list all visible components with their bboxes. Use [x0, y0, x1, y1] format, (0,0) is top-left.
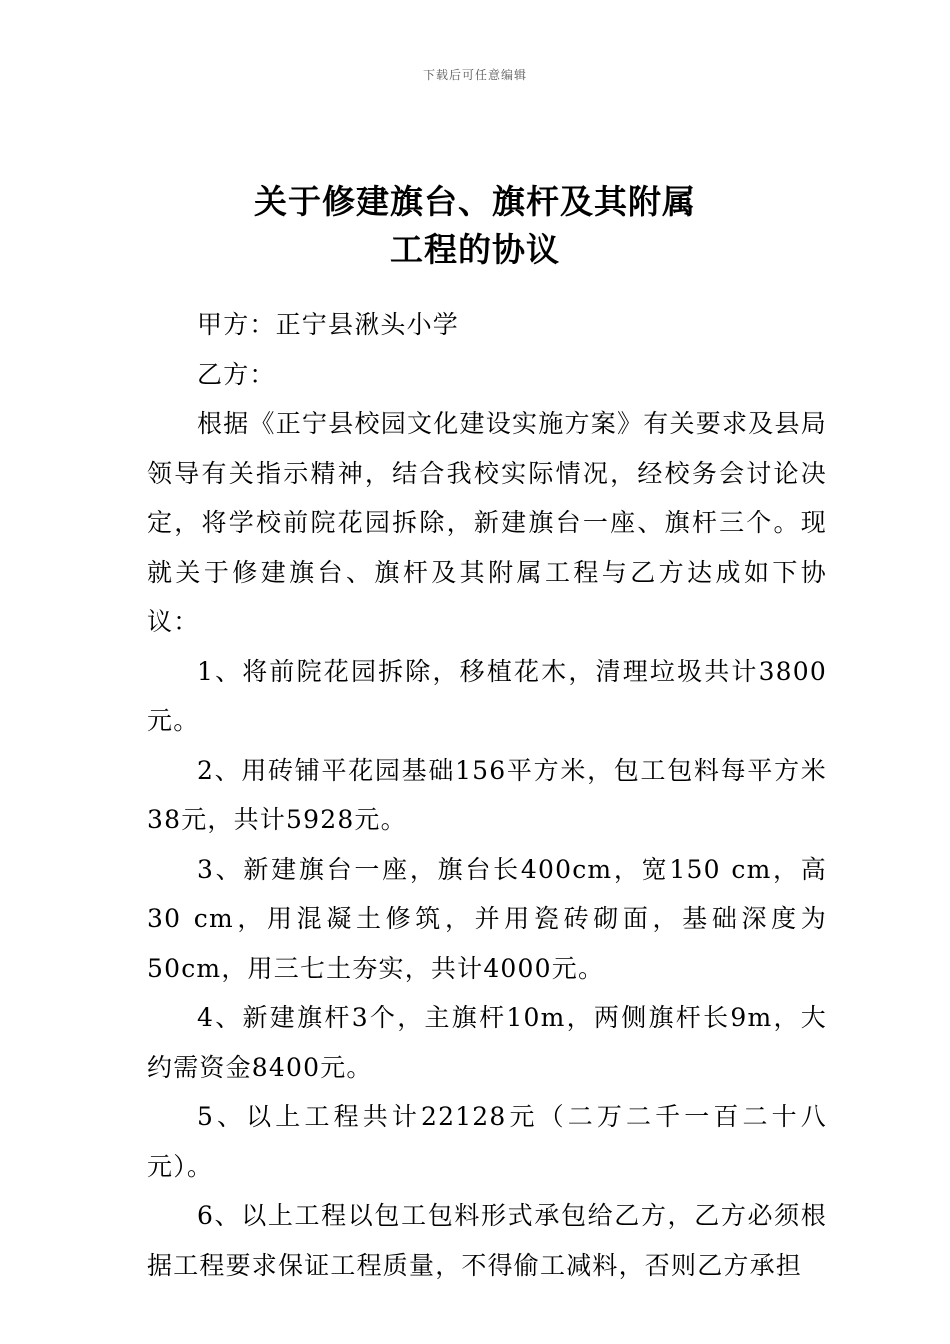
document-title [0, 178, 950, 274]
agreement-body [147, 300, 827, 1290]
paragraph-item-2: 2、用砖铺平花园基础156平方米，包工包料每平方米38元，共计5928元。 [147, 755, 827, 834]
header-note: 下载后可任意编辑 [422, 68, 527, 82]
paragraph-item-1: 1、将前院花园拆除，移植花木，清理垃圾共计3800元。 [147, 656, 827, 735]
title-line-1: 关于修建旗台、旗杆及其附属 [254, 182, 696, 221]
paragraph-item-4: 4、新建旗杆3个，主旗杆10m，两侧旗杆长9m，大约需资金8400元。 [147, 1003, 827, 1082]
paragraph-item-6: 6、以上工程以包工包料形式承包给乙方，乙方必须根据工程要求保证工程质量，不得偷工减料，否则乙方承担 [147, 1201, 827, 1280]
paragraph-item-3: 3、新建旗台一座，旗台长400cm，宽150 cm，高30 cm，用混凝土修筑，并用瓷砖砌面，基础深度为50cm，用三七土夯实，共计4000元。 [147, 854, 827, 983]
title-line-2: 工程的协议 [390, 230, 560, 269]
paragraph-intro: 根据《正宁县校园文化建设实施方案》有关要求及县局领导有关指示精神，结合我校实际情况，经校务会讨论决定，将学校前院花园拆除，新建旗台一座、旗杆三个。现就关于修建旗台、旗杆及其附属工程与乙方达成如下协议： [147, 409, 827, 636]
party-b: 乙方： [197, 359, 276, 389]
party-a: 甲方：正宁县湫头小学 [197, 310, 460, 339]
paragraph-item-5: 5、以上工程共计22128元（二万二千一百二十八元）。 [147, 1102, 827, 1181]
